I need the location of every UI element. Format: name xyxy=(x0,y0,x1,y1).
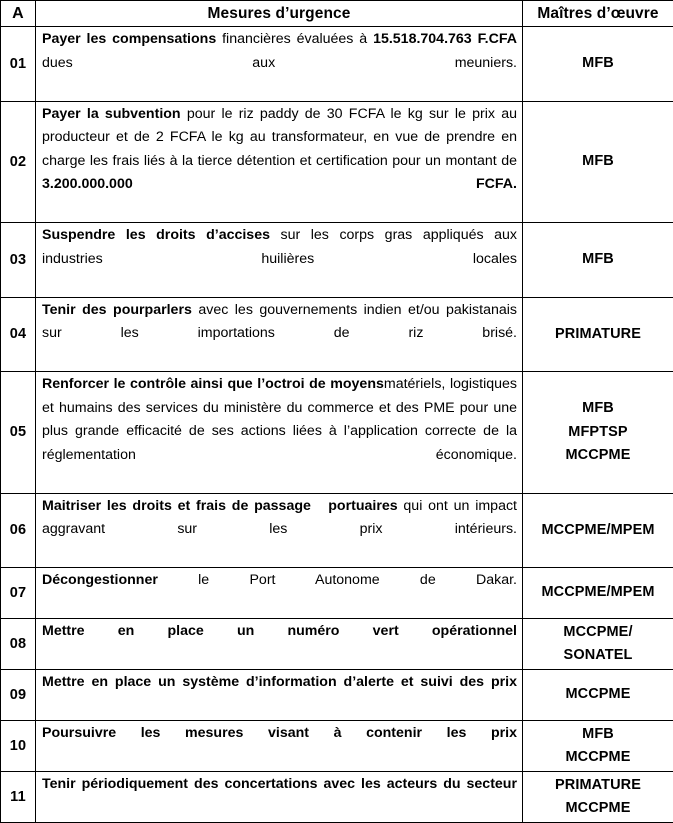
row-id-cell: 04 xyxy=(1,297,36,372)
measure-text xyxy=(42,299,517,370)
owner-label: MCCPME xyxy=(525,444,671,468)
table-row xyxy=(1,372,673,494)
owner-label: MFB xyxy=(525,397,671,421)
column-header-measure: Mesures d’urgence xyxy=(36,1,523,27)
measure-cell xyxy=(36,721,523,772)
measure-text-normal: qui ont un impact aggravant sur les prix intérieurs. xyxy=(42,498,517,538)
measure-text xyxy=(42,373,517,491)
row-id-cell: 02 xyxy=(1,101,36,223)
measure-text-bold: Mettre en place un numéro vert opérationnel xyxy=(42,623,517,639)
table-row xyxy=(1,493,673,568)
measure-cell xyxy=(36,568,523,619)
row-id-cell: 07 xyxy=(1,568,36,619)
owner-label: MFB xyxy=(525,248,671,272)
owner-cell xyxy=(523,670,673,721)
owner-label: MFB xyxy=(525,52,671,76)
row-id-cell: 11 xyxy=(1,772,36,823)
row-id-cell: 10 xyxy=(1,721,36,772)
measure-text-normal: matériels, logistiques et humains des services du ministère du commerce et des PME pour une plus grande efficacité de ses actions liées à l’application correcte de la réglementation économique. xyxy=(42,376,517,463)
row-id-cell: 03 xyxy=(1,223,36,298)
owner-label: MFB xyxy=(525,150,671,174)
measure-text-bold: 15.518.704.763 F.CFA xyxy=(373,31,517,47)
measure-text xyxy=(42,28,517,99)
owner-cell xyxy=(523,772,673,823)
table-row xyxy=(1,223,673,298)
owner-label: MCCPME xyxy=(525,746,671,770)
measure-text-bold: Maitriser les droits et frais de passage portuaires xyxy=(42,498,403,514)
measure-text-bold: Renforcer le contrôle ainsi que l’octroi de moyens xyxy=(42,376,384,392)
column-header-owner: Maîtres d’œuvre xyxy=(523,1,673,27)
measure-text xyxy=(42,224,517,295)
owner-label: MCCPME/MPEM xyxy=(525,581,671,605)
measure-text-bold: Tenir des pourparlers xyxy=(42,302,198,318)
measure-cell xyxy=(36,27,523,102)
measure-text-bold: Suspendre les droits d’accises xyxy=(42,227,281,243)
table-row xyxy=(1,670,673,721)
measure-text-normal: avec les gouvernements indien et/ou pakistanais sur les importations de riz brisé. xyxy=(42,302,517,342)
owner-cell xyxy=(523,721,673,772)
measure-cell xyxy=(36,297,523,372)
owner-cell xyxy=(523,223,673,298)
measure-text-normal: financières évaluées à xyxy=(222,31,373,47)
header-row xyxy=(1,1,673,27)
measure-text-bold: Tenir périodiquement des concertations avec les acteurs du secteur xyxy=(42,776,517,792)
row-id-cell: 06 xyxy=(1,493,36,568)
table-row xyxy=(1,568,673,619)
row-id-cell: 09 xyxy=(1,670,36,721)
owner-label: PRIMATURE xyxy=(525,323,671,347)
measure-cell xyxy=(36,101,523,223)
row-id-cell: 01 xyxy=(1,27,36,102)
measure-cell xyxy=(36,772,523,823)
owner-label: PRIMATURE xyxy=(525,774,671,798)
owner-cell xyxy=(523,101,673,223)
table-header xyxy=(1,1,673,27)
owner-label: MCCPME xyxy=(525,683,671,707)
measure-text-normal: dues aux meuniers. xyxy=(42,55,517,71)
measure-text xyxy=(42,671,517,718)
table-row xyxy=(1,619,673,670)
measure-text-normal: le Port Autonome de Dakar. xyxy=(198,572,517,588)
measure-text xyxy=(42,495,517,566)
row-id-cell: 05 xyxy=(1,372,36,494)
measure-text-bold: Payer les compensations xyxy=(42,31,222,47)
measure-text-bold: 3.200.000.000 FCFA. xyxy=(42,176,517,192)
owner-label: MCCPME/ xyxy=(525,621,671,645)
measure-text-normal: sur les corps gras appliqués aux industries huilières locales xyxy=(42,227,517,267)
measure-cell xyxy=(36,619,523,670)
row-id-cell: 08 xyxy=(1,619,36,670)
owner-cell xyxy=(523,619,673,670)
measure-text xyxy=(42,569,517,616)
owner-label: MFPTSP xyxy=(525,421,671,445)
table-row xyxy=(1,101,673,223)
measure-text-bold: Poursuivre les mesures visant à contenir les prix xyxy=(42,725,517,741)
table-body xyxy=(1,27,673,823)
measure-text-normal: pour le riz paddy de 30 FCFA le kg sur le prix au producteur et de 2 FCFA le kg au transformateur, en vue de prendre en charge les frais liés à la tierce détention et certification pour un montant de xyxy=(42,106,517,169)
measure-cell xyxy=(36,223,523,298)
measure-cell xyxy=(36,670,523,721)
measure-text xyxy=(42,722,517,769)
measure-text xyxy=(42,773,517,820)
measure-text-bold: Mettre en place un système d’information d’alerte et suivi des prix xyxy=(42,674,517,690)
table-row xyxy=(1,772,673,823)
measure-text-bold: Décongestionner xyxy=(42,572,198,588)
owner-label: MCCPME xyxy=(525,797,671,821)
measure-text xyxy=(42,103,517,221)
table-row xyxy=(1,721,673,772)
table-row xyxy=(1,27,673,102)
measure-text xyxy=(42,620,517,667)
owner-cell xyxy=(523,372,673,494)
measure-cell xyxy=(36,493,523,568)
owner-label: MCCPME/MPEM xyxy=(525,519,671,543)
owner-cell xyxy=(523,568,673,619)
column-header-id: A xyxy=(1,1,36,27)
measure-text-bold: Payer la subvention xyxy=(42,106,187,122)
owner-cell xyxy=(523,27,673,102)
owner-label: SONATEL xyxy=(525,644,671,668)
measure-cell xyxy=(36,372,523,494)
owner-cell xyxy=(523,297,673,372)
table-row xyxy=(1,297,673,372)
owner-label: MFB xyxy=(525,723,671,747)
owner-cell xyxy=(523,493,673,568)
